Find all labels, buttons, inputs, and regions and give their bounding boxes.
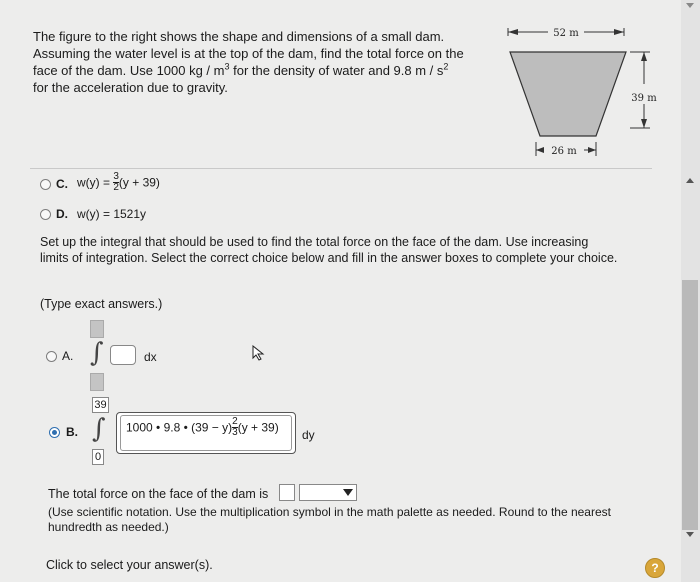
divider bbox=[30, 168, 652, 169]
integrand-expression: 1000 • 9.8 • (39 − y) $\frac{2}{3}$ (y + 39) bbox=[126, 416, 279, 438]
total-force-hint: (Use scientific notation. Use the multiplication symbol in the math palette as needed. Round to the nearest hundredth as needed.) bbox=[48, 505, 611, 534]
arrow-left-icon bbox=[508, 29, 518, 35]
option-c-expression: w(y) = $\frac{3}{2}$ (y + 39) bbox=[77, 171, 160, 193]
choice-b-radio[interactable] bbox=[49, 427, 60, 438]
help-button[interactable]: ? bbox=[645, 558, 665, 578]
integral-sign-icon: ∫ bbox=[92, 414, 106, 444]
arrow-down-icon bbox=[641, 119, 647, 128]
total-force-input[interactable] bbox=[279, 484, 295, 501]
arrow-right-icon bbox=[588, 147, 596, 153]
integral-sign-icon: ∫ bbox=[90, 338, 104, 368]
units-dropdown[interactable] bbox=[299, 484, 357, 501]
arrow-left-icon bbox=[536, 147, 544, 153]
type-exact-note: (Type exact answers.) bbox=[40, 297, 163, 311]
option-d-label: D. bbox=[56, 207, 68, 221]
question-text bbox=[33, 28, 493, 96]
scrollbar-thumb[interactable] bbox=[682, 280, 698, 530]
instructions-text: Set up the integral that should be used to find the total force on the face of the dam. Use increasing limits of integration. Select the correct choice below and fill in the answer boxes to complete your choice. bbox=[40, 235, 618, 265]
question-line-2: Assuming the water level is at the top of the dam, find the total force on the bbox=[33, 46, 464, 61]
choice-b-label: B. bbox=[66, 425, 78, 439]
top-width-label: 52 m bbox=[553, 28, 579, 39]
click-to-select-text: Click to select your answer(s). bbox=[46, 558, 213, 572]
integrand-input[interactable] bbox=[110, 345, 136, 365]
chevron-down-icon bbox=[343, 489, 353, 496]
lower-limit-box[interactable]: 0 bbox=[92, 449, 104, 465]
dam-figure bbox=[504, 24, 684, 164]
upper-limit-input[interactable] bbox=[90, 320, 104, 338]
total-force-label: The total force on the face of the dam is bbox=[48, 487, 269, 501]
choice-a-radio[interactable] bbox=[46, 351, 57, 362]
option-c-radio[interactable] bbox=[40, 179, 51, 190]
bottom-width-label: 26 m bbox=[551, 146, 577, 157]
option-d-expression: w(y) = 1521y bbox=[77, 207, 147, 221]
arrow-right-icon bbox=[614, 29, 624, 35]
scroll-down-icon[interactable] bbox=[686, 532, 694, 537]
option-d-radio[interactable] bbox=[40, 209, 51, 220]
arrow-up-icon bbox=[641, 52, 647, 61]
fraction: $\frac{3}{2}$ bbox=[113, 171, 119, 193]
dam-shape bbox=[510, 52, 626, 136]
fraction: $\frac{2}{3}$ bbox=[232, 416, 238, 438]
question-line-1: The figure to the right shows the shape and dimensions of a small dam. bbox=[33, 29, 445, 44]
lower-limit-input[interactable] bbox=[90, 373, 104, 391]
chevron-down-icon[interactable] bbox=[686, 3, 694, 8]
choice-a-label: A. bbox=[62, 349, 74, 363]
question-line-4: for the acceleration due to gravity. bbox=[33, 80, 228, 95]
question-line-3: face of the dam. Use 1000 kg / $m^3$ for the density of water and 9.8 m / $s^2$ bbox=[33, 61, 449, 78]
mouse-cursor-icon bbox=[252, 345, 266, 361]
option-c-label: C. bbox=[56, 177, 68, 191]
scroll-up-icon[interactable] bbox=[686, 178, 694, 183]
choice-a-dx: dx bbox=[144, 350, 157, 364]
height-label: 39 m bbox=[631, 93, 657, 104]
upper-limit-box[interactable]: 39 bbox=[92, 397, 109, 413]
choice-b-dy: dy bbox=[302, 428, 315, 442]
